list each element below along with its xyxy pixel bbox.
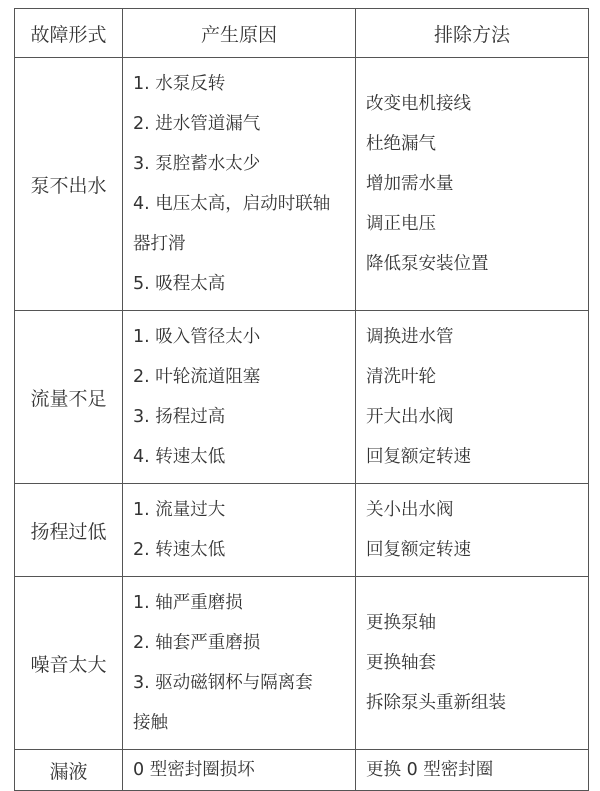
fault-cell: 噪音太大 xyxy=(15,577,123,750)
solution-line: 杜绝漏气 xyxy=(366,134,436,154)
solution-line: 拆除泵头重新组装 xyxy=(366,693,506,713)
cause-line: 接触 xyxy=(133,713,168,733)
fault-table xyxy=(14,8,589,791)
solution-line: 回复额定转速 xyxy=(366,540,471,560)
cause-line: 1. 轴严重磨损 xyxy=(133,593,243,613)
table-row xyxy=(15,58,589,311)
solution-line: 回复额定转速 xyxy=(366,447,471,467)
cause-cell xyxy=(123,311,356,484)
cause-line: 器打滑 xyxy=(133,234,186,254)
cause-line: 2. 转速太低 xyxy=(133,540,226,560)
cause-line: 4. 电压太高，启动时联轴 xyxy=(133,194,331,214)
fault-cell: 扬程过低 xyxy=(15,484,123,577)
cause-cell xyxy=(123,58,356,311)
solution-line: 降低泵安装位置 xyxy=(366,254,489,274)
solution-cell xyxy=(356,311,589,484)
table-row xyxy=(15,750,589,791)
header-row xyxy=(15,9,589,58)
solution-cell xyxy=(356,750,589,791)
cause-line: 2. 轴套严重磨损 xyxy=(133,633,261,653)
fault-cell: 泵不出水 xyxy=(15,58,123,311)
table-row xyxy=(15,484,589,577)
cause-cell xyxy=(123,484,356,577)
solution-line: 关小出水阀 xyxy=(366,500,454,520)
solution-cell xyxy=(356,484,589,577)
fault-cell: 流量不足 xyxy=(15,311,123,484)
cause-line: 1. 水泵反转 xyxy=(133,74,226,94)
cause-line: 3. 泵腔蓄水太少 xyxy=(133,154,261,174)
cause-cell xyxy=(123,577,356,750)
cause-line: 5. 吸程太高 xyxy=(133,274,226,294)
fault-cell: 漏液 xyxy=(15,750,123,791)
cause-line: 2. 叶轮流道阻塞 xyxy=(133,367,261,387)
solution-line: 调换进水管 xyxy=(366,327,454,347)
cause-line: 4. 转速太低 xyxy=(133,447,226,467)
cause-line: 1. 流量过大 xyxy=(133,500,226,520)
cause-line: 3. 扬程过高 xyxy=(133,407,226,427)
solution-line: 调正电压 xyxy=(366,214,436,234)
solution-line: 增加需水量 xyxy=(366,174,454,194)
solution-line: 清洗叶轮 xyxy=(366,367,436,387)
solution-line: 更换泵轴 xyxy=(366,613,436,633)
solution-line: 更换 0 型密封圈 xyxy=(366,760,494,780)
header-fault: 故障形式 xyxy=(15,9,123,58)
solution-line: 改变电机接线 xyxy=(366,94,471,114)
solution-cell xyxy=(356,577,589,750)
header-solution: 排除方法 xyxy=(356,9,589,58)
cause-line: 1. 吸入管径太小 xyxy=(133,327,261,347)
cause-line: 2. 进水管道漏气 xyxy=(133,114,261,134)
cause-line: 3. 驱动磁钢杯与隔离套 xyxy=(133,673,313,693)
solution-cell xyxy=(356,58,589,311)
cause-cell xyxy=(123,750,356,791)
table-row xyxy=(15,311,589,484)
solution-line: 开大出水阀 xyxy=(366,407,454,427)
table-row xyxy=(15,577,589,750)
solution-line: 更换轴套 xyxy=(366,653,436,673)
cause-line: 0 型密封圈损坏 xyxy=(133,760,255,780)
header-cause: 产生原因 xyxy=(123,9,356,58)
